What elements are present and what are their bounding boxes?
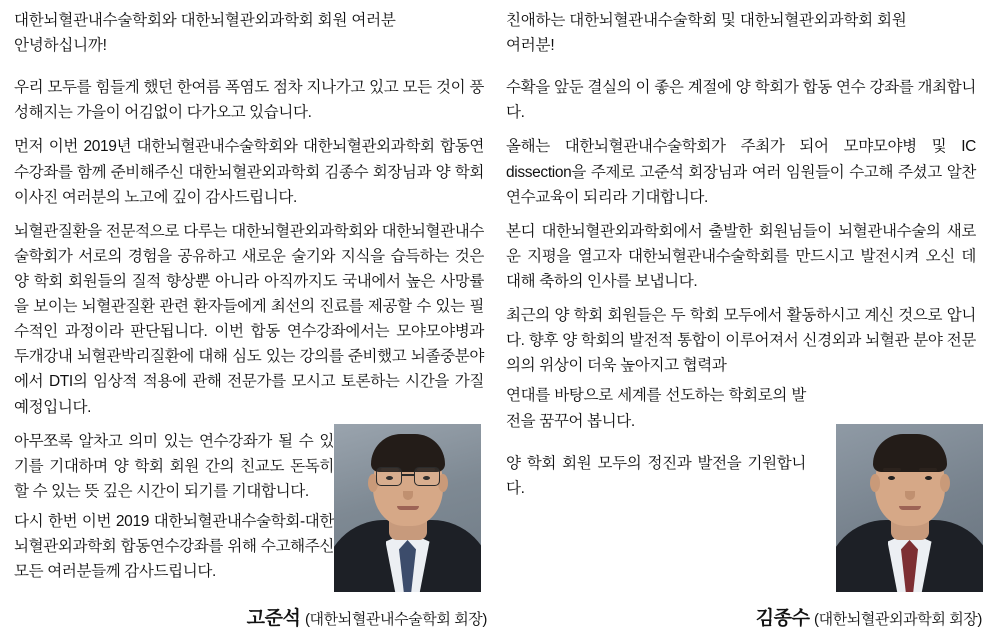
signature-left-title: (대한뇌혈관내수술학회 회장) <box>304 611 487 628</box>
right-paragraph-1: 수확을 앞둔 결실의 이 좋은 계절에 양 학회가 합동 연수 강좌를 개최합니다. <box>506 79 976 122</box>
right-paragraph-5: 연대를 바탕으로 세계를 선도하는 학회로의 발전을 꿈꾸어 봅니다. <box>506 387 806 430</box>
right-paragraph-4: 최근의 양 학회 회원들은 두 학회 모두에서 활동하시고 계신 것으로 압니다. 향후 양 학회의 발전적 통합이 이루어져서 신경외과 뇌혈관 분야 전문의의 위상이 더욱 높아지고 협력과 <box>506 307 976 375</box>
portrait-photo-left <box>334 424 481 592</box>
eye-left-shape <box>888 476 895 480</box>
eyebrow-right-shape <box>919 468 937 471</box>
mouth-shape <box>397 506 419 510</box>
ear-right-shape <box>940 474 950 492</box>
signature-right <box>756 603 982 630</box>
left-greeting-line-1: 대한뇌혈관내수술학회와 대한뇌혈관외과학회 회원 여러분 <box>14 12 396 29</box>
right-greeting-line-2: 여러분! <box>506 37 555 55</box>
right-paragraph-6: 양 학회 회원 모두의 정진과 발전을 기원합니다. <box>506 454 806 497</box>
left-paragraph-5: 다시 한번 이번 2019 대한뇌혈관내수술학회-대한뇌혈관외과학회 합동연수강좌를 위해 수고해주신 모든 여러분들께 감사드립니다. <box>14 512 334 581</box>
eye-right-shape <box>925 476 932 480</box>
left-paragraph-2: 먼저 이번 2019년 대한뇌혈관내수술학회와 대한뇌혈관외과학회 합동연수강좌를 함께 준비해주신 대한뇌혈관외과학회 김종수 회장님과 양 학회 이사진 여러분의 노고에 깊이 감사드립니다. <box>14 138 484 206</box>
signature-left-name: 고준석 <box>246 608 301 629</box>
glasses-icon <box>376 467 440 486</box>
nose-shape <box>905 491 915 500</box>
eyebrow-left-shape <box>883 468 901 471</box>
hair-shape <box>873 434 947 472</box>
right-greeting-line-1: 친애하는 대한뇌혈관내수술학회 및 대한뇌혈관외과학회 회원 <box>506 12 907 29</box>
mouth-shape <box>899 506 921 510</box>
left-greeting-line-2: 안녕하십니까! <box>14 37 107 55</box>
right-paragraph-3: 본디 대한뇌혈관외과학회에서 출발한 회원님들이 뇌혈관내수술의 새로운 지평을 열고자 대한뇌혈관내수술학회를 만드시고 발전시켜 오신 데 대해 축하의 인사를 보냅니다. <box>506 222 976 290</box>
portrait-photo-right <box>836 424 983 592</box>
left-paragraph-1: 우리 모두를 힘들게 했던 한여름 폭염도 점차 지나가고 있고 모든 것이 풍성해지는 가을이 어김없이 다가오고 있습니다. <box>14 79 484 122</box>
ear-left-shape <box>870 474 880 492</box>
signature-right-title: (대한뇌혈관외과학회 회장) <box>814 611 982 628</box>
left-paragraph-3: 뇌혈관질환을 전문적으로 다루는 대한뇌혈관외과학회와 대한뇌혈관내수술학회가 서로의 경험을 공유하고 새로운 술기와 지식을 습득하는 것은 양 학회 회원들의 질적 향상뿐 아니라 아직까지도 국내에서 높은 사망률을 보이는 뇌혈관질환 관련 환자들에게 최선의 진료를 제공할 수 있는 필수적인 과정이라 판단됩니다. 이번 합동 연수강좌에서는 모야모야병과 두개강내 뇌혈관박리질환에 대해 심도 있는 강의를 준비했고 뇌졸중분야에서 DTI의 임상적 적용에 관해 전문가를 모시고 토론하는 시간을 가질 예정입니다. <box>14 222 484 416</box>
signature-right-name: 김종수 <box>755 608 810 629</box>
nose-shape <box>403 491 413 500</box>
left-paragraph-4: 아무쪼록 알차고 의미 있는 연수강좌가 될 수 있기를 기대하며 양 학회 회원 간의 친교도 돈독히 할 수 있는 뜻 깊은 시간이 되기를 기대합니다. <box>14 432 334 500</box>
signature-left <box>247 603 487 630</box>
right-paragraph-2: 올해는 대한뇌혈관내수술학회가 주최가 되어 모먀모야병 및 IC dissection을 주제로 고준석 회장님과 여러 임원들이 수고해 주셨고 알찬 연수교육이 되리라 기대합니다. <box>506 138 976 206</box>
